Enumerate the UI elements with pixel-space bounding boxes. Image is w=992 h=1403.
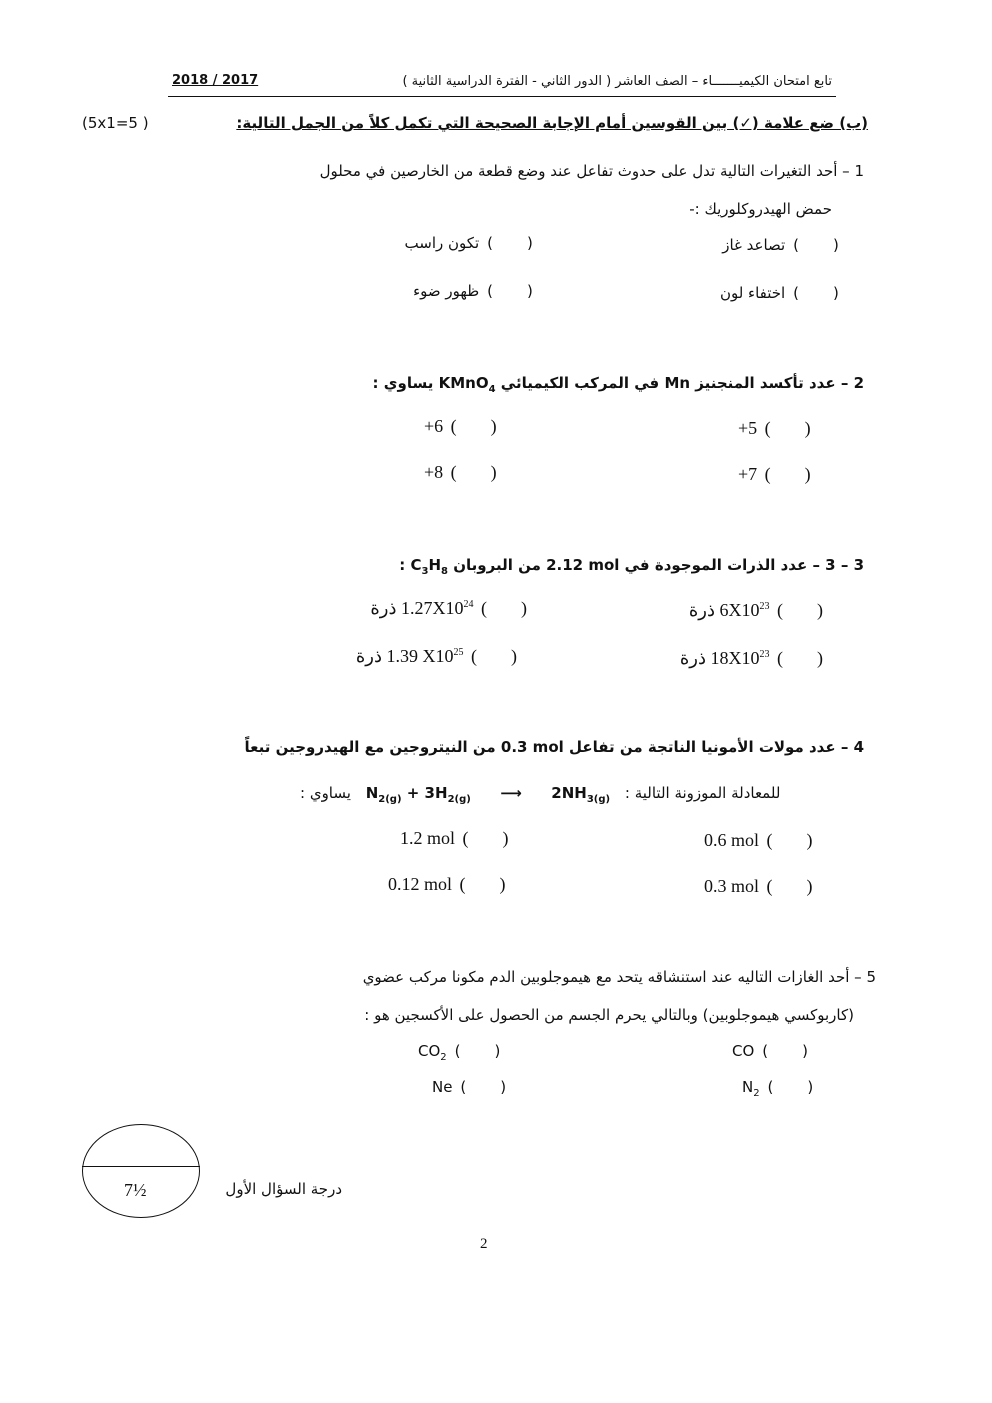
q5-line2: (كاربوكسي هيموجلوبين) وبالتالي يحرم الجسم من الحصول على الأكسجين هو : (364, 1006, 854, 1024)
q1-line1 (320, 162, 864, 180)
q1-number: 1 – (842, 162, 864, 180)
q1-line2: حمض الهيدروكلوريك :- (689, 200, 832, 218)
q2-option-b[interactable]: +6 ( ) (424, 416, 500, 437)
answer-box[interactable] (764, 876, 816, 897)
header-text: تابع امتحان الكيميـــــــاء – الصف العاشر ( الدور الثاني - الفترة الدراسية الثانية ) (402, 74, 832, 89)
answer-box[interactable] (764, 1078, 816, 1096)
answer-box[interactable] (790, 284, 842, 302)
q5-option-b[interactable]: $CO_2$ ( ) (418, 1042, 503, 1063)
q3-line (399, 556, 864, 577)
answer-box[interactable] (774, 648, 826, 669)
answer-box[interactable] (457, 874, 509, 895)
q2-option-a[interactable]: +5 ( ) (738, 418, 814, 439)
answer-box[interactable] (457, 1078, 509, 1096)
q2-option-c[interactable]: +7 ( ) (738, 464, 814, 485)
q4-equation: $N_{2(g)} + 3H_{2(g)}$ ⟶ $2NH_{3(g)}$ (365, 784, 611, 805)
answer-box[interactable] (460, 828, 512, 849)
q4-equals: يساوي : (300, 784, 351, 802)
q4-option-c[interactable]: 0.3 mol ( ) (704, 876, 816, 897)
header-rule (168, 96, 836, 97)
q4-option-a[interactable]: 0.6 mol ( ) (704, 830, 816, 851)
q2-text: عدد تأكسد المنجنيز Mn في المركب الكيميائي KMnO$_4$ يساوي : (372, 374, 836, 395)
q2-option-d[interactable]: +8 ( ) (424, 462, 500, 483)
answer-box[interactable] (759, 1042, 811, 1060)
q2-line (373, 374, 864, 395)
q3-option-c[interactable]: ( ) $18X10^{23}$ ذرة (680, 648, 826, 669)
q5-option-a[interactable]: CO ( ) (732, 1042, 811, 1060)
score-value: 7½ (124, 1180, 147, 1200)
answer-box[interactable] (764, 830, 816, 851)
answer-box[interactable] (762, 418, 814, 439)
q4-text: عدد مولات الأمونيا الناتجة من تفاعل 0.3 mol من النيتروجين مع الهيدروجين تبعاً (244, 738, 836, 756)
q5-text: أحد الغازات التاليه عند استنشاقه يتحد مع هيموجلوبين الدم مكونا مركب عضوي (362, 968, 850, 986)
q4-number: 4 – (840, 738, 864, 756)
q4-line2 (300, 784, 780, 805)
q3-option-b[interactable]: ( ) $1.27X10^{24}$ ذرة (370, 598, 530, 619)
q5-number: 5 – (854, 968, 876, 986)
answer-box[interactable] (484, 282, 536, 300)
q4-line2-text: للمعادلة الموزونة التالية : (624, 784, 781, 802)
answer-box[interactable] (484, 234, 536, 252)
q5-option-d[interactable]: Ne ( ) (432, 1078, 509, 1096)
score-label: درجة السؤال الأول (225, 1180, 342, 1198)
q4-line1 (245, 738, 864, 756)
q2-number: 2 – (840, 374, 864, 392)
q3-option-d[interactable]: ( ) 1.39 $X10^{25}$ ذرة (356, 646, 520, 667)
answer-box[interactable] (468, 646, 520, 667)
q5-line1 (363, 968, 876, 986)
q4-option-d[interactable]: 0.12 mol ( ) (388, 874, 509, 895)
section-marks: (5x1=5 ) (82, 114, 149, 132)
section-instruction: (ب) ضع علامة (✓) بين القوسين أمام الإجابة الصحيحة التي تكمل كلاً من الجمل التالية: (236, 114, 868, 132)
answer-box[interactable] (478, 598, 530, 619)
q3-option-a[interactable]: ( ) $6X10^{23}$ ذرة (689, 600, 826, 621)
q1-option-d[interactable]: ( ) ظهور ضوء (413, 282, 536, 300)
answer-box[interactable] (762, 464, 814, 485)
q1-text: أحد التغيرات التالية تدل على حدوث تفاعل عند وضع قطعة من الخارصين في محلول (319, 162, 838, 180)
page-number: 2 (480, 1236, 488, 1252)
answer-box[interactable] (448, 416, 500, 437)
q1-option-b[interactable]: ( ) تكون راسب (405, 234, 536, 252)
answer-box[interactable] (448, 462, 500, 483)
q5-option-c[interactable]: $N_2$ ( ) (742, 1078, 816, 1099)
score-divider (82, 1166, 200, 1167)
answer-box[interactable] (790, 236, 842, 254)
score-circle (82, 1124, 200, 1218)
q3-text: عدد الذرات الموجودة في 2.12 mol من البروبان $C_3H_8$ : (399, 556, 808, 577)
answer-box[interactable] (774, 600, 826, 621)
q1-option-c[interactable]: ( ) اختفاء لون (720, 284, 842, 302)
q1-option-a[interactable]: ( ) تصاعد غاز (722, 236, 842, 254)
q4-option-b[interactable]: 1.2 mol ( ) (400, 828, 512, 849)
exam-year: 2018 / 2017 (172, 73, 259, 88)
exam-header (402, 74, 832, 89)
answer-box[interactable] (451, 1042, 503, 1060)
q3-number: 3 – 3 – (812, 556, 864, 574)
